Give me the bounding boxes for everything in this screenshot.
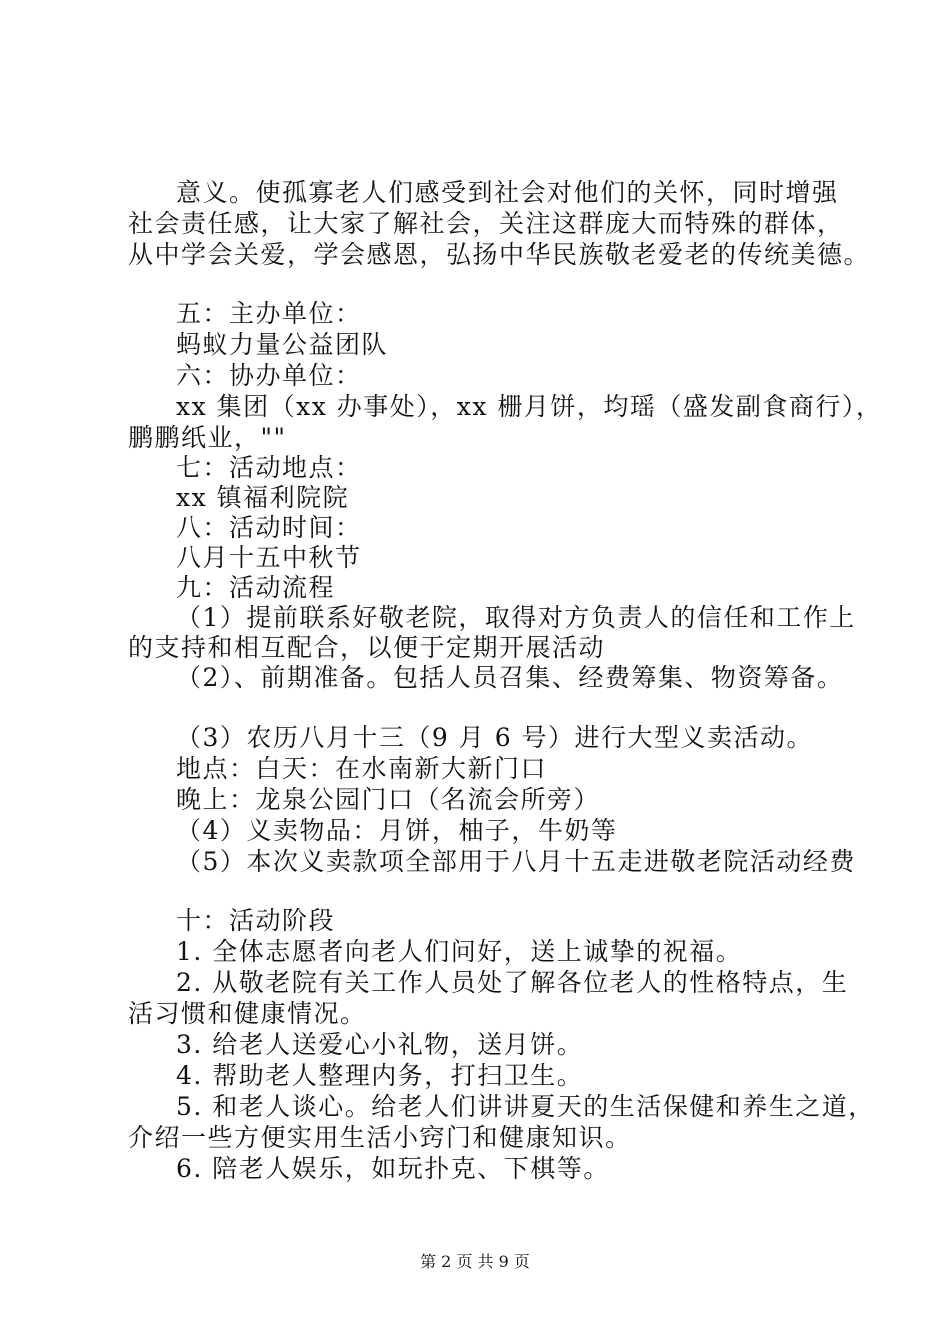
text-line: 九：活动流程 xyxy=(176,573,336,602)
text-line: xx 集团（xx 办事处），xx 栅月饼，均瑶（盛发副食商行）， xyxy=(176,392,883,421)
text-line: xx 镇福利院院 xyxy=(176,483,350,512)
text-line: 5. 和老人谈心。给老人们讲讲夏天的生活保健和养生之道， xyxy=(176,1092,875,1121)
text-line: 六：协办单位： xyxy=(176,361,362,390)
text-line: 蚂蚁力量公益团队 xyxy=(176,330,389,359)
text-line: （1）提前联系好敬老院，取得对方负责人的信任和工作上 xyxy=(176,603,856,632)
text-line: 鹏鹏纸业，"" xyxy=(128,423,287,452)
text-line: 3. 给老人送爱心小礼物，送月饼。 xyxy=(176,1030,584,1059)
text-line: 1. 全体志愿者向老人们问好，送上诚挚的祝福。 xyxy=(176,937,743,966)
text-line: 八月十五中秋节 xyxy=(176,543,362,572)
text-line: 社会责任感，让大家了解社会，关注这群庞大而特殊的群体， xyxy=(128,209,844,238)
text-line: 的支持和相互配合，以便于定期开展活动 xyxy=(128,633,606,662)
text-line: 八：活动时间： xyxy=(176,513,362,542)
text-line: 五：主办单位： xyxy=(176,299,362,328)
text-line: 2. 从敬老院有关工作人员处了解各位老人的性格特点，生 xyxy=(176,968,849,997)
text-line: （5）本次义卖款项全部用于八月十五走进敬老院活动经费 xyxy=(176,847,856,876)
text-line: （3）农历八月十三（9 月 6 号）进行大型义卖活动。 xyxy=(176,723,814,752)
text-line: 活习惯和健康情况。 xyxy=(128,999,367,1028)
text-line: 介绍一些方便实用生活小窍门和健康知识。 xyxy=(128,1123,632,1152)
text-line: 地点：白天：在水南新大新门口 xyxy=(176,754,548,783)
text-line: 十：活动阶段 xyxy=(176,906,336,935)
text-line: 晚上：龙泉公园门口（名流会所旁） xyxy=(176,785,601,814)
text-line: 七：活动地点： xyxy=(176,453,362,482)
text-line: （2）、前期准备。包括人员召集、经费筹集、物资筹备。 xyxy=(176,663,844,692)
text-line: 意义。使孤寡老人们感受到社会对他们的关怀，同时增强 xyxy=(176,178,839,207)
page-footer: 第 2 页 共 9 页 xyxy=(420,1252,530,1271)
text-line: 从中学会关爱，学会感恩，弘扬中华民族敬老爱老的传统美德。 xyxy=(128,240,871,269)
text-line: 6. 陪老人娱乐，如玩扑克、下棋等。 xyxy=(176,1154,610,1183)
text-line: （4）义卖物品：月饼，柚子，牛奶等 xyxy=(176,816,618,845)
text-line: 4. 帮助老人整理内务，打扫卫生。 xyxy=(176,1061,584,1090)
